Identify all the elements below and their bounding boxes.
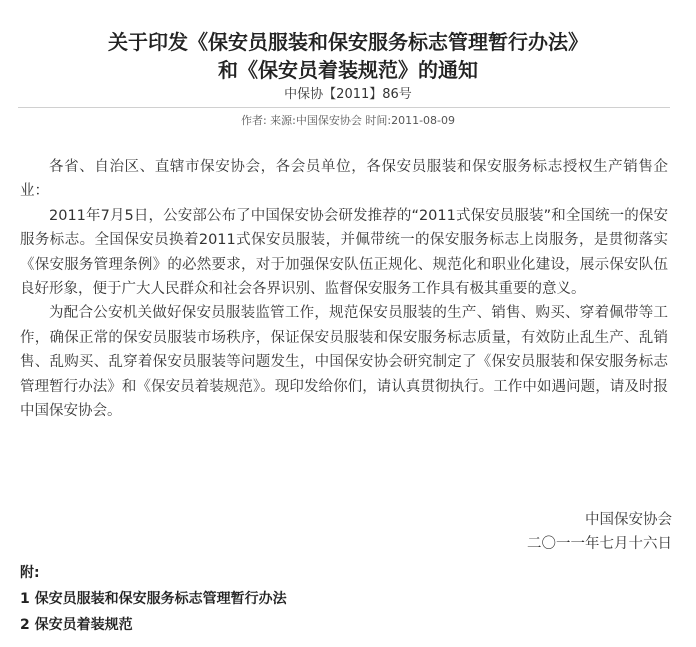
title-line-1: 关于印发《保安员服装和保安服务标志管理暂行办法》 (108, 30, 588, 54)
attachment-item[interactable]: 2 保安员着装规范 (20, 617, 133, 633)
salutation-paragraph: 各省、自治区、直辖市保安协会，各会员单位，各保安员服装和保安服务标志授权生产销售企业： (20, 159, 668, 200)
body-paragraph: 为配合公安机关做好保安员服装监管工作，规范保安员服装的生产、销售、购买、穿着佩带等工作，确保正常的保安员服装市场秩序，保证保安员服装和保安服务标志质量，有效防止乱生产、乱销售、乱购买、乱穿着保安员服装等问题发生，中国保安协会研究制定了《保安员服装和保安服务标志管理暂行办法》和《保安员着装规范》。现印发给你们，请认真贯彻执行。工作中如遇问题，请及时报中国保安协会。 (20, 305, 668, 420)
signature-org: 中国保安协会 (585, 512, 672, 528)
body-paragraph: 2011年7月5日，公安部公布了中国保安协会研发推荐的“2011式保安员服装”和全国统一的保安服务标志。全国保安员换着2011式保安员服装，并佩带统一的保安服务标志上岗服务，是贯彻落实《保安服务管理条例》的必然要求，对于加强保安队伍正规化、规范化和职业化建设，展示保安队伍良好形象，便于广大人民群众和社会各界识别、监督保安服务工作具有极其重要的意义。 (20, 207, 668, 298)
signature-block (372, 508, 672, 556)
divider (18, 107, 670, 108)
document-body (20, 155, 668, 423)
attachment-item[interactable]: 1 保安员服装和保安服务标志管理暂行办法 (20, 591, 287, 607)
document-number: 中保协【2011】86号 (284, 87, 412, 102)
title-line-2: 和《保安员着装规范》的通知 (218, 58, 478, 82)
document-title (0, 28, 696, 84)
attachments-label: 附: (20, 565, 40, 581)
attachments (20, 560, 670, 638)
article-meta: 作者: 来源:中国保安协会 时间:2011-08-09 (240, 114, 456, 127)
signature-date: 二〇一一年七月十六日 (527, 536, 672, 552)
